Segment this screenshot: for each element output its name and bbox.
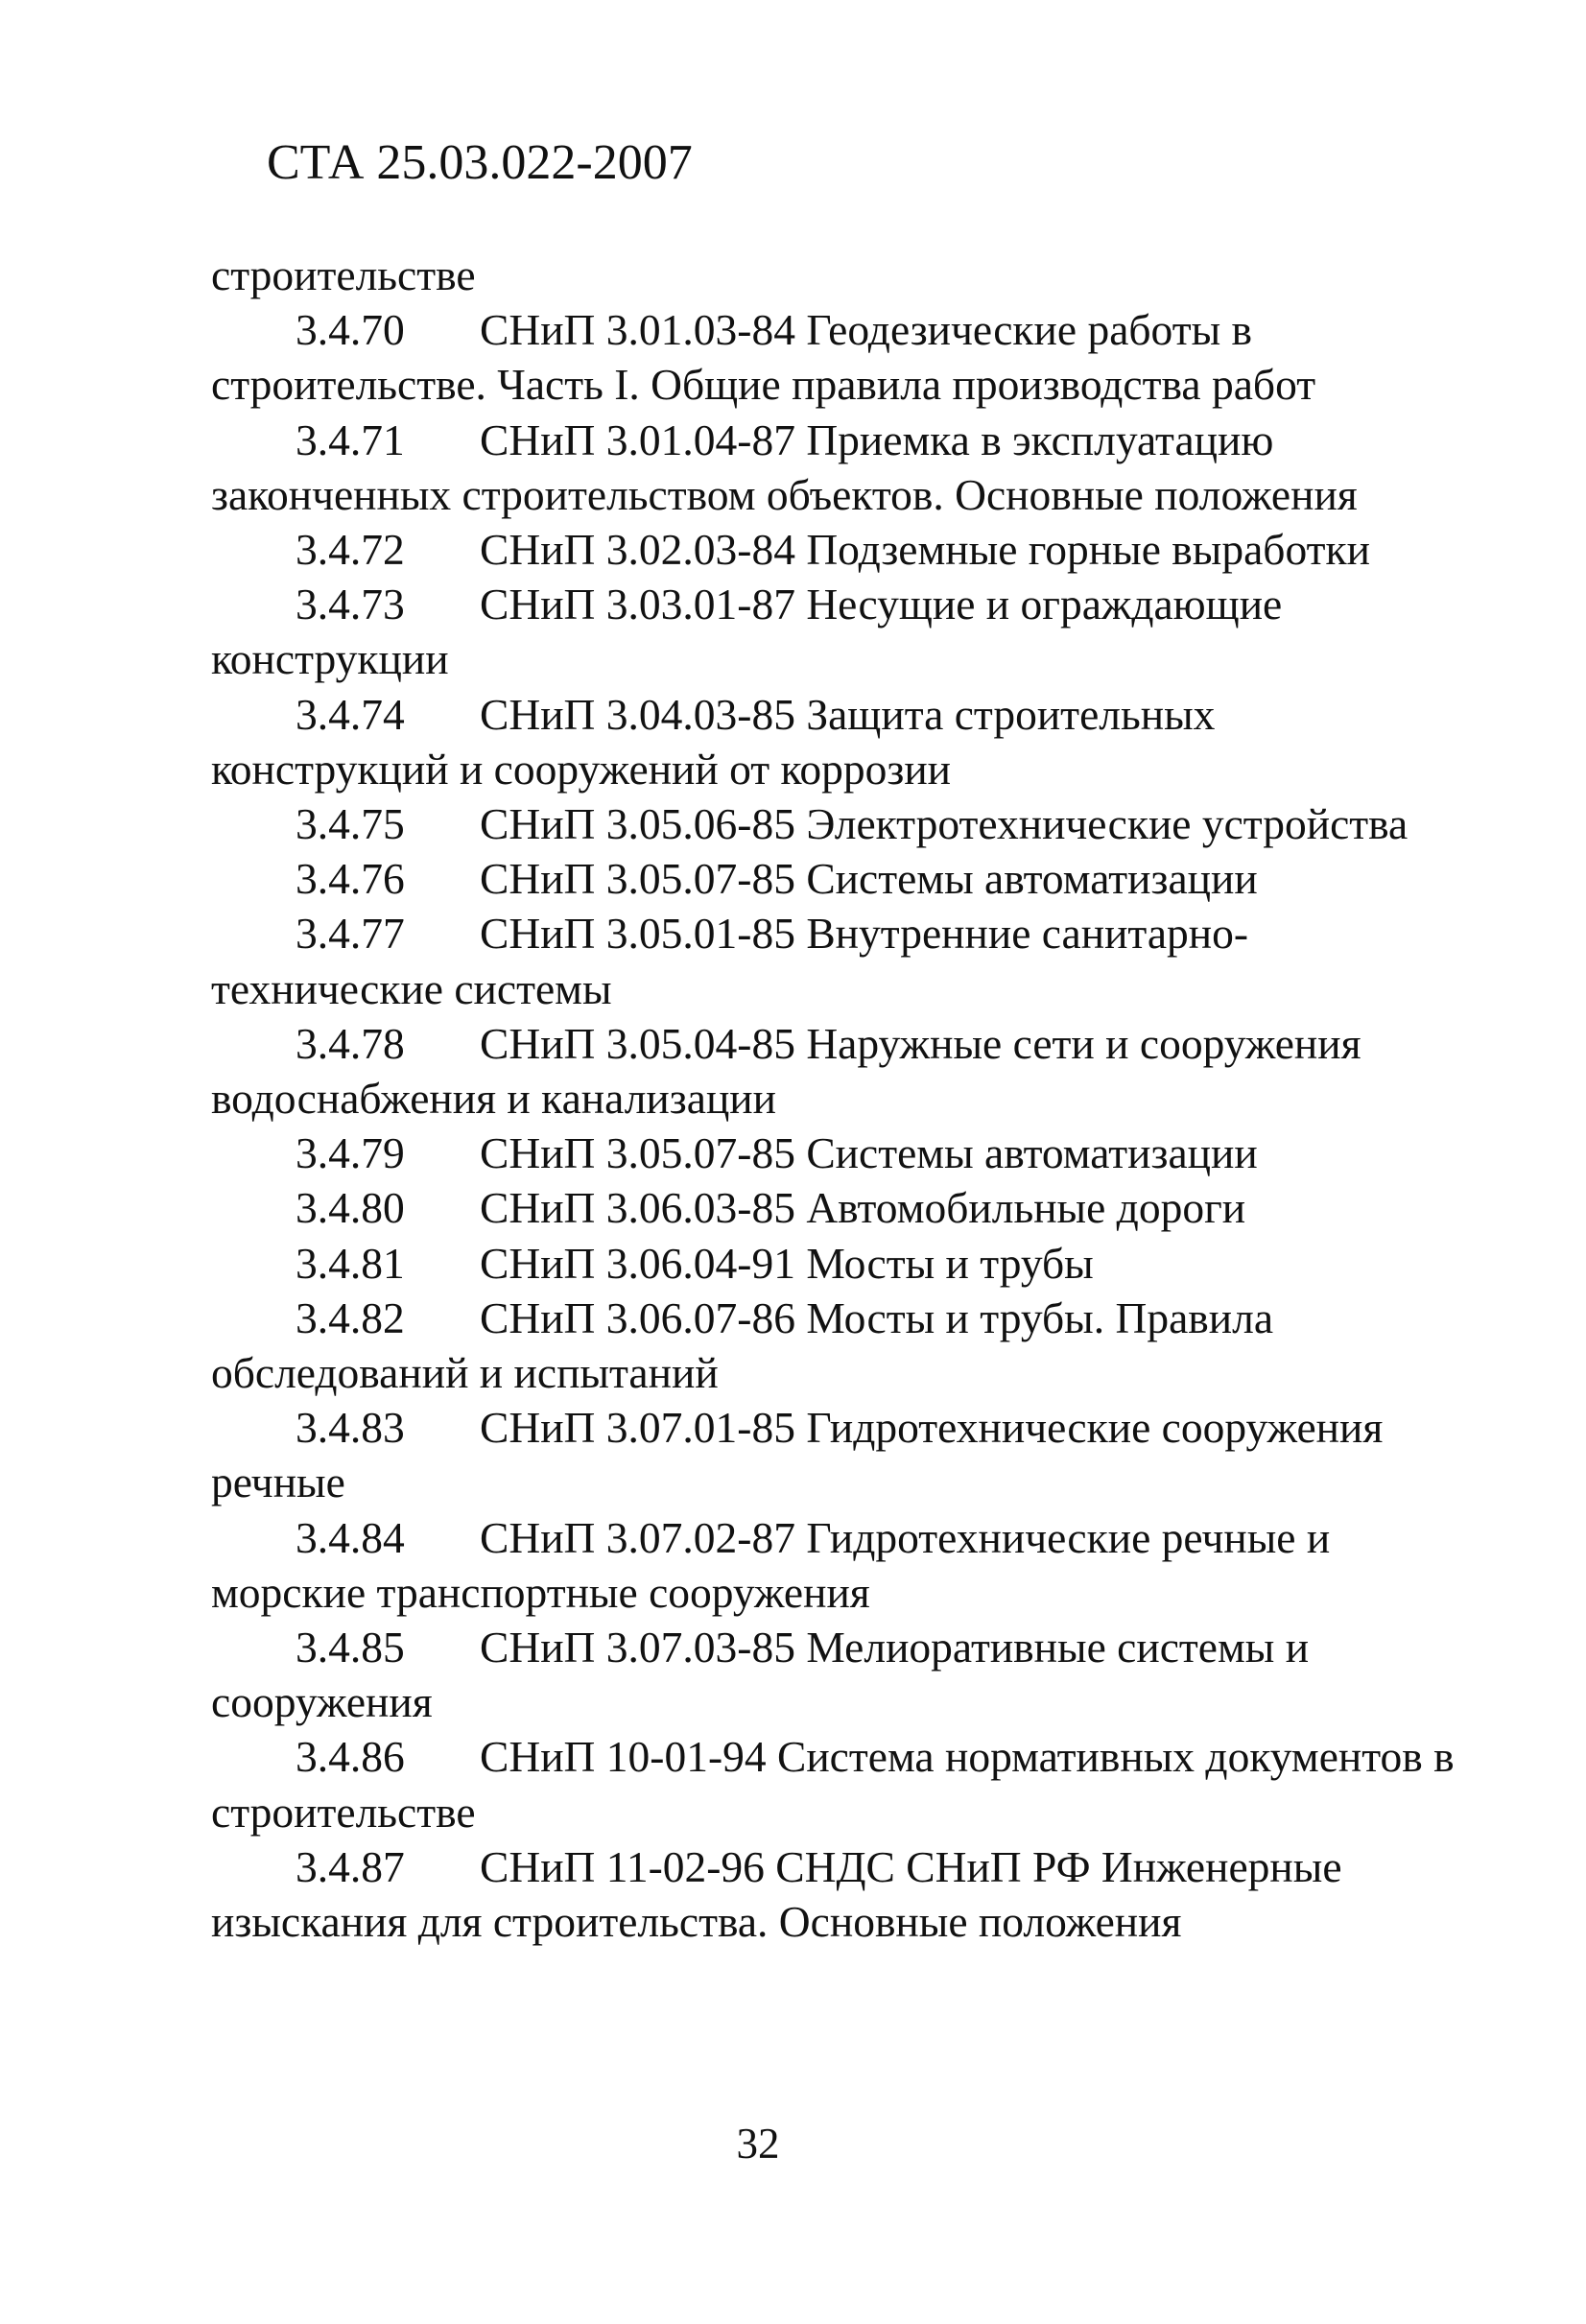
reference-entry bbox=[211, 687, 1458, 796]
entry-number: 3.4.79 bbox=[296, 1128, 405, 1178]
entry-text: СНиП 3.05.04-85 Наружные сети и сооружения водоснабжения и канализации bbox=[211, 1018, 1361, 1124]
entry-number: 3.4.82 bbox=[296, 1292, 405, 1342]
entry-number: 3.4.78 bbox=[296, 1018, 405, 1068]
reference-entry bbox=[211, 1510, 1458, 1620]
entry-number: 3.4.72 bbox=[296, 525, 405, 575]
entry-text: СНиП 3.05.01-85 Внутренние санитарно-технические системы bbox=[211, 909, 1249, 1013]
entry-number: 3.4.77 bbox=[296, 909, 405, 959]
reference-entry bbox=[211, 796, 1458, 851]
continuation-text: строительстве bbox=[211, 250, 476, 299]
references-list bbox=[211, 248, 1458, 1949]
entry-text: СНиП 3.05.07-85 Системы автоматизации bbox=[480, 1128, 1258, 1178]
entry-number: 3.4.74 bbox=[296, 689, 405, 739]
entry-number: 3.4.80 bbox=[296, 1183, 405, 1233]
reference-entry bbox=[211, 1180, 1458, 1235]
entry-text: СНиП 3.06.07-86 Мосты и трубы. Правила обследований и испытаний bbox=[211, 1292, 1274, 1398]
entry-number: 3.4.81 bbox=[296, 1238, 405, 1288]
reference-entry bbox=[211, 1729, 1458, 1838]
reference-entry bbox=[211, 577, 1458, 686]
reference-entry bbox=[211, 851, 1458, 906]
entry-text: СНиП 3.06.04-91 Мосты и трубы bbox=[480, 1238, 1094, 1288]
entry-text: СНиП 3.05.07-85 Системы автоматизации bbox=[480, 854, 1258, 904]
reference-entry bbox=[211, 522, 1458, 577]
entry-number: 3.4.84 bbox=[296, 1512, 405, 1562]
reference-entry bbox=[211, 413, 1458, 522]
reference-entry bbox=[211, 302, 1458, 412]
entry-text: СНиП 11-02-96 СНДС СНиП РФ Инженерные изыскания для строительства. Основные положения bbox=[211, 1841, 1342, 1947]
entry-text: СНиП 3.02.03-84 Подземные горные выработки bbox=[480, 525, 1370, 575]
entry-number: 3.4.71 bbox=[296, 415, 405, 464]
entry-number: 3.4.86 bbox=[296, 1732, 405, 1782]
reference-entry bbox=[211, 1620, 1458, 1729]
entry-text: СНиП 3.07.01-85 Гидротехнические сооружения речные bbox=[211, 1403, 1384, 1507]
reference-entry bbox=[211, 1291, 1458, 1400]
document-code-header: СТА 25.03.022-2007 bbox=[267, 135, 693, 190]
entry-text: СНиП 3.01.04-87 Приемка в эксплуатацию законченных строительством объектов. Основные положения bbox=[211, 415, 1358, 519]
reference-entry bbox=[211, 1839, 1458, 1949]
entry-number: 3.4.75 bbox=[296, 799, 405, 849]
entry-number: 3.4.73 bbox=[296, 580, 405, 629]
reference-entry bbox=[211, 1400, 1458, 1509]
reference-entry bbox=[211, 906, 1458, 1015]
entry-text: СНиП 3.01.03-84 Геодезические работы в строительстве. Часть I. Общие правила производства работ bbox=[211, 305, 1316, 410]
reference-entry bbox=[211, 1016, 1458, 1126]
reference-entry bbox=[211, 1236, 1458, 1291]
reference-entry bbox=[211, 1126, 1458, 1180]
entry-number: 3.4.85 bbox=[296, 1623, 405, 1672]
page-number: 32 bbox=[736, 2120, 780, 2168]
entry-number: 3.4.83 bbox=[296, 1403, 405, 1453]
entry-text: СНиП 3.07.02-87 Гидротехнические речные и морские транспортные сооружения bbox=[211, 1512, 1331, 1617]
entry-text: СНиП 3.06.03-85 Автомобильные дороги bbox=[480, 1183, 1246, 1233]
entry-text: СНиП 3.07.03-85 Мелиоративные системы и сооружения bbox=[211, 1623, 1310, 1727]
entries-container bbox=[211, 302, 1458, 1949]
entry-text: СНиП 3.05.06-85 Электротехнические устройства bbox=[480, 799, 1408, 849]
entry-text: СНиП 10-01-94 Система нормативных документов в строительстве bbox=[211, 1732, 1455, 1837]
entry-number: 3.4.76 bbox=[296, 854, 405, 904]
entry-text: СНиП 3.04.03-85 Защита строительных конструкций и сооружений от коррозии bbox=[211, 689, 1216, 794]
entry-text: СНиП 3.03.01-87 Несущие и ограждающие конструкции bbox=[211, 580, 1283, 684]
entry-number: 3.4.70 bbox=[296, 305, 405, 355]
entry-number: 3.4.87 bbox=[296, 1841, 405, 1891]
